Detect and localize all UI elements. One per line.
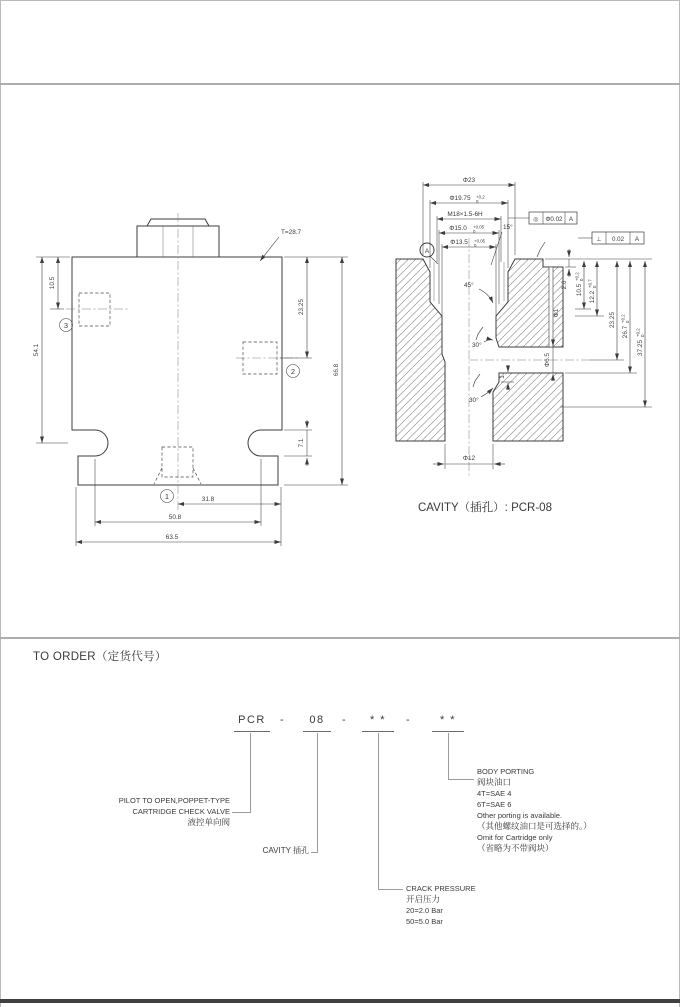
svg-text:30°: 30°	[472, 342, 482, 349]
svg-text:+0.05: +0.05	[473, 224, 485, 230]
port1-balloon	[161, 490, 174, 503]
dim-7-1	[298, 420, 307, 466]
svg-text:Φ15.0: Φ15.0	[449, 225, 467, 232]
svg-text:66.8: 66.8	[333, 363, 340, 377]
svg-text:0: 0	[640, 334, 645, 337]
roughness-mark-step	[537, 242, 545, 257]
dim-depth-26-7	[621, 261, 631, 373]
dim-23-25	[298, 257, 307, 358]
valve-body-outline	[72, 257, 282, 485]
dim-63-5	[76, 534, 281, 542]
angle-15	[491, 223, 513, 265]
svg-text:Φ1: Φ1	[553, 308, 560, 318]
svg-text:A: A	[568, 216, 574, 223]
dim-66-8	[333, 257, 342, 485]
dim-thread	[437, 211, 501, 219]
leader-model-h	[232, 812, 251, 813]
leader-model-v	[250, 733, 251, 813]
svg-text:26.7: 26.7	[622, 325, 629, 339]
to-order-heading: TO ORDER（定货代号）	[33, 651, 167, 663]
page-border-bottom	[0, 999, 680, 1003]
dim-54-1	[33, 257, 42, 443]
code-model: PCR	[234, 714, 270, 732]
svg-text:30°: 30°	[469, 397, 479, 404]
perpendicularity-frame	[578, 232, 644, 244]
svg-text:Φ19.75: Φ19.75	[449, 195, 471, 202]
dim-depth-23-25	[609, 261, 617, 360]
svg-text:+0.2: +0.2	[574, 272, 580, 281]
angle-30-lower	[469, 388, 493, 404]
cavity-caption: CAVITY（插孔）: PCR-08	[418, 502, 552, 514]
dim-50-8	[95, 514, 261, 522]
svg-text:54.1: 54.1	[33, 343, 40, 357]
angle-30-upper	[472, 340, 493, 349]
svg-text:0: 0	[476, 199, 479, 204]
svg-text:45°: 45°	[464, 282, 474, 289]
svg-text:+0.2: +0.2	[635, 328, 641, 337]
dim-10-5	[49, 257, 58, 309]
dim-phi23	[423, 177, 515, 185]
body-porting-label: BODY PORTING 阀块油口 4T=SAE 4 6T=SAE 6 Other porting is available. （其他螺纹油口是可选择的。） Omit for Cartridge only （省略为不带阀块）	[477, 767, 592, 853]
port3-hidden-bore	[79, 293, 110, 326]
concentricity-frame	[508, 212, 577, 224]
svg-text:3: 3	[63, 321, 69, 330]
svg-text:T=28.7: T=28.7	[281, 229, 302, 236]
svg-text:0.02: 0.02	[611, 236, 625, 243]
technical-drawings	[0, 90, 680, 560]
svg-text:Φ0.02: Φ0.02	[545, 216, 563, 223]
pilot-orifice	[549, 267, 553, 347]
angle-45	[464, 281, 493, 303]
svg-text:31.8: 31.8	[201, 496, 215, 503]
leader-crack-v	[378, 733, 379, 890]
svg-text:0: 0	[625, 320, 630, 323]
svg-text:◎: ◎	[533, 216, 539, 223]
svg-text:0: 0	[474, 243, 477, 248]
leader-porting-v	[448, 733, 449, 780]
section-rule	[0, 637, 680, 639]
dim-depth-12-2	[588, 261, 598, 316]
roughness-mark-seat	[476, 327, 483, 340]
svg-text:Φ13.5: Φ13.5	[450, 239, 468, 246]
port3-balloon	[60, 319, 73, 332]
leader-size-v	[317, 733, 318, 853]
thread-length-note	[260, 229, 302, 261]
code-body-porting: * *	[432, 714, 464, 732]
front-view	[33, 213, 348, 546]
svg-text:15°: 15°	[503, 224, 513, 231]
svg-text:23.25: 23.25	[609, 312, 616, 328]
svg-text:50.8: 50.8	[168, 514, 182, 521]
svg-text:0: 0	[579, 278, 584, 281]
svg-text:2: 2	[290, 367, 296, 376]
dim-phi19-75	[430, 195, 508, 205]
svg-text:+0.2: +0.2	[620, 314, 626, 323]
code-separator-1: -	[280, 714, 284, 726]
code-size: 08	[303, 714, 331, 732]
port1-hidden-bore	[162, 447, 193, 477]
crack-pressure-label: CRACK PRESSURE 开启压力 20=2.0 Bar 50=5.0 Bar	[406, 884, 476, 926]
dim-phi15	[439, 225, 499, 235]
roughness-mark-lower	[473, 374, 480, 387]
code-separator-2: -	[342, 714, 346, 726]
cavity-code-label: CAVITY 插孔	[262, 846, 309, 855]
dim-phi1	[553, 308, 560, 317]
svg-text:A: A	[634, 236, 640, 243]
svg-text:Φ12: Φ12	[462, 455, 476, 462]
svg-text:37.25: 37.25	[637, 340, 644, 356]
header-rule	[0, 83, 680, 85]
dim-depth-37-25	[636, 261, 646, 407]
dim-31-8	[178, 496, 281, 504]
leader-porting-h	[448, 779, 474, 780]
svg-text:2.6: 2.6	[561, 280, 568, 290]
svg-text:10.5: 10.5	[576, 283, 583, 297]
svg-text:Φ23: Φ23	[462, 177, 476, 184]
svg-text:7.1: 7.1	[298, 438, 305, 448]
svg-text:Φ6.5: Φ6.5	[544, 353, 551, 367]
page-border-top	[0, 0, 680, 1]
code-crack-pressure: * *	[362, 714, 394, 732]
svg-text:0: 0	[592, 285, 597, 288]
svg-text:23.25: 23.25	[298, 299, 305, 315]
port2-balloon	[287, 365, 300, 378]
svg-text:10.5: 10.5	[49, 276, 56, 290]
svg-text:0: 0	[473, 229, 476, 234]
svg-text:A: A	[424, 248, 430, 255]
valve-type-label: PILOT TO OPEN,POPPET-TYPE CARTRIDGE CHECK VALVE 液控单向阀	[118, 796, 230, 827]
svg-text:+0.05: +0.05	[474, 238, 486, 244]
svg-text:⊥: ⊥	[596, 236, 602, 243]
leader-size-h	[311, 852, 318, 853]
leader-crack-h	[378, 889, 403, 890]
cavity-block-lower-right	[493, 373, 563, 441]
svg-text:+0.7: +0.7	[587, 279, 593, 288]
svg-text:+0.2: +0.2	[476, 194, 485, 200]
svg-text:12.2: 12.2	[589, 290, 596, 304]
svg-text:1: 1	[499, 375, 506, 379]
cavity-view	[396, 177, 652, 514]
svg-text:1: 1	[164, 492, 170, 501]
cavity-block-left	[396, 259, 445, 441]
code-separator-3: -	[406, 714, 410, 726]
dim-depth-10-5	[575, 261, 585, 309]
svg-text:M18×1.5-6H: M18×1.5-6H	[447, 211, 483, 218]
svg-text:63.5: 63.5	[165, 534, 179, 541]
